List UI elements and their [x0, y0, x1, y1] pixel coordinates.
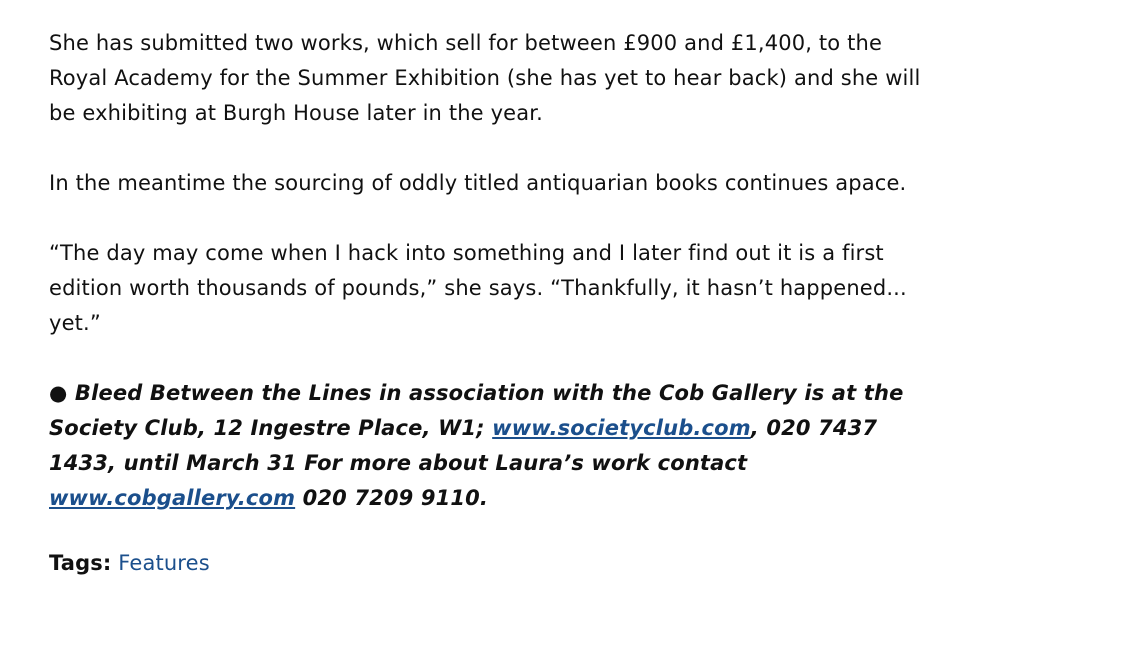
tags-label: Tags:	[49, 551, 112, 575]
exhibition-info-text: 020 7209 9110.	[295, 486, 489, 510]
tag-link-features[interactable]: Features	[118, 551, 210, 575]
tags-row	[49, 546, 929, 581]
article-paragraph: “The day may come when I hack into something and I later find out it is a first edition worth thousands of pounds,” she says. “Thankfully, it hasn’t happened... yet.”	[49, 241, 907, 335]
article-body	[49, 26, 929, 581]
article-paragraph: In the meantime the sourcing of oddly titled antiquarian books continues apace.	[49, 171, 907, 195]
society-club-link[interactable]: www.societyclub.com	[492, 416, 751, 440]
article-paragraph: She has submitted two works, which sell for between £900 and £1,400, to the Royal Academy for the Summer Exhibition (she has yet to hear back) and she will be exhibiting at Burgh House later in the year.	[49, 31, 921, 125]
exhibition-info	[49, 376, 929, 516]
exhibition-info-text: ● Bleed Between the Lines in association with the Cob Gallery is at the Society Club, 12 Ingestre Place, W1;	[49, 381, 904, 440]
cob-gallery-link[interactable]: www.cobgallery.com	[49, 486, 296, 510]
exhibition-info-text: , 020 7437 1433, until March 31 For more about Laura’s work contact	[49, 416, 878, 475]
